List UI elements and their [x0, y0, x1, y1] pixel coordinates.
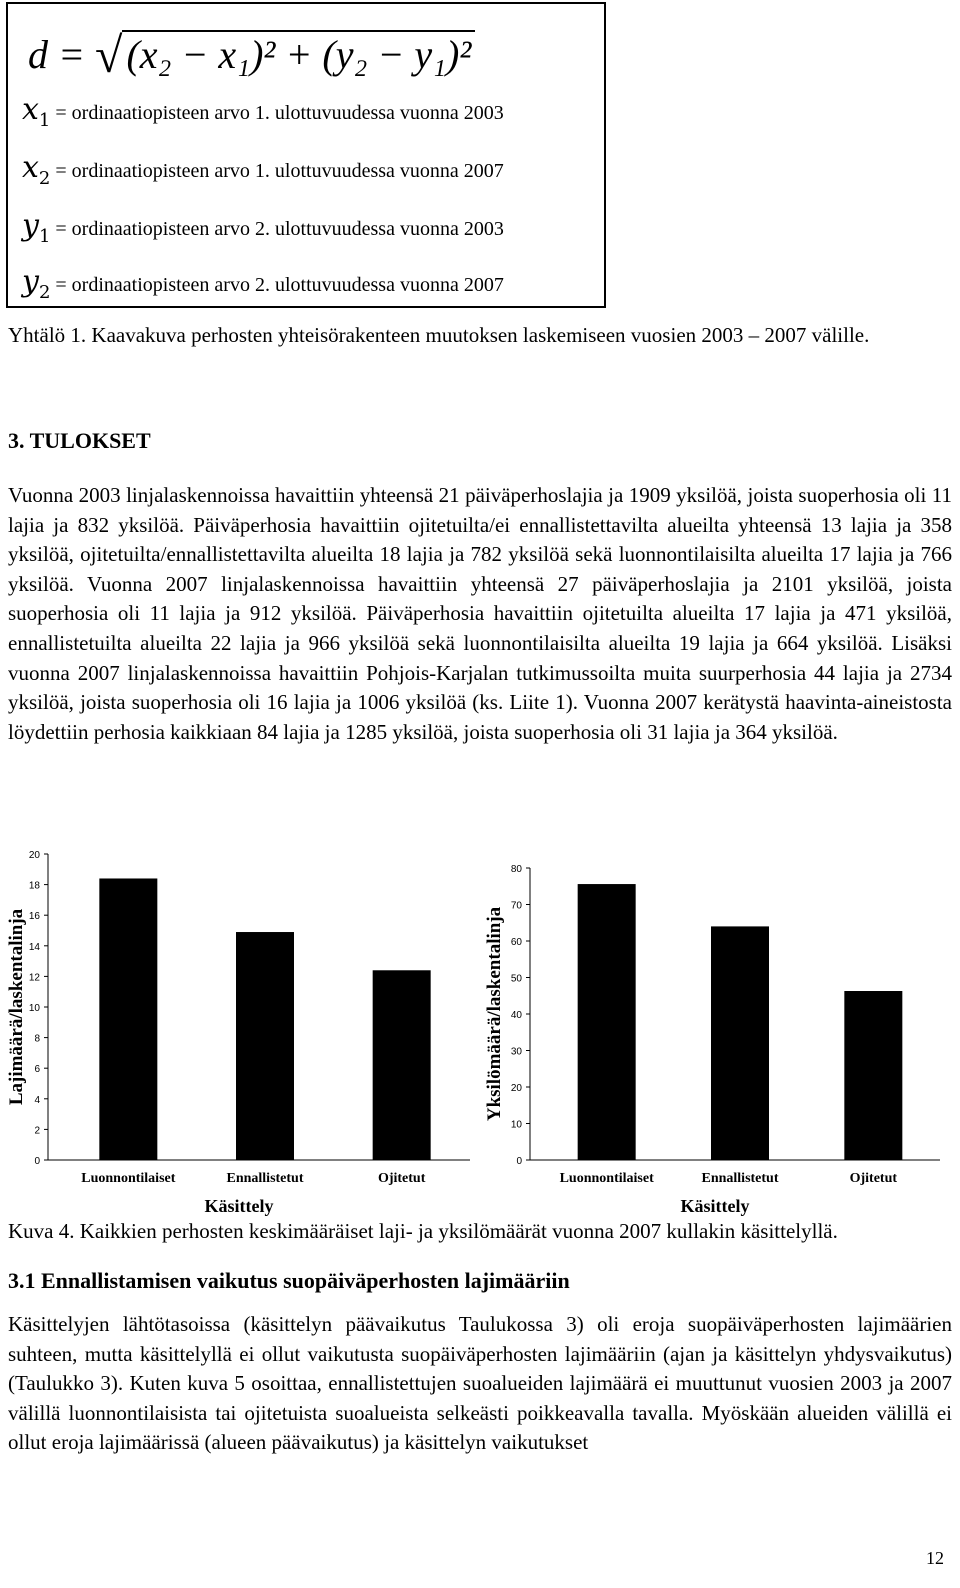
- formula-lhs: d =: [28, 32, 85, 77]
- x-tick-label: Ojitetut: [849, 1171, 898, 1186]
- y-tick-label: 10: [510, 1119, 522, 1131]
- definition-x2: $x_2$ = ordinaatiopisteen arvo 1. ulottuvuudessa vuonna 2007: [22, 150, 504, 189]
- y-tick-label: 70: [510, 900, 522, 912]
- page-number: 12: [926, 1548, 944, 1568]
- bar-ojitetut: [373, 970, 431, 1160]
- y-tick-label: 40: [510, 1010, 522, 1021]
- y-tick-label: 0: [34, 1156, 40, 1167]
- individual-count-chart: [484, 864, 940, 1216]
- distance-formula: [28, 26, 475, 84]
- x-tick-label: Luonnontilaiset: [81, 1171, 176, 1186]
- x-tick-label: Luonnontilaiset: [559, 1171, 654, 1186]
- definition-text: = ordinaatiopisteen arvo 2. ulottuvuudessa vuonna 2003: [55, 218, 504, 240]
- definition-text: = ordinaatiopisteen arvo 1. ulottuvuudessa vuonna 2003: [55, 102, 504, 124]
- y-tick-label: 20: [510, 1083, 522, 1094]
- x-tick-label: Ennallistetut: [701, 1171, 779, 1186]
- subsection-heading: 3.1 Ennallistamisen vaikutus suopäiväperhosten lajimääriin: [8, 1268, 570, 1293]
- y-tick-label: 8: [34, 1033, 40, 1045]
- bar-luonnontilaiset: [578, 884, 636, 1160]
- species-count-chart: [6, 850, 470, 1216]
- bar-charts-figure: [0, 840, 960, 1220]
- definition-text: = ordinaatiopisteen arvo 2. ulottuvuudessa vuonna 2007: [55, 274, 504, 296]
- y-tick-label: 0: [516, 1156, 522, 1167]
- y-tick-label: 18: [28, 880, 40, 892]
- y-tick-label: 50: [510, 973, 522, 985]
- definition-y1: $y_1$ = ordinaatiopisteen arvo 2. ulottuvuudessa vuonna 2003: [22, 208, 504, 247]
- formula-figure: [6, 2, 606, 308]
- y-tick-label: 12: [28, 972, 40, 984]
- definition-y2: $y_2$ = ordinaatiopisteen arvo 2. ulottuvuudessa vuonna 2007: [22, 264, 504, 303]
- equation-caption: Yhtälö 1. Kaavakuva perhosten yhteisörakenteen muutoksen laskemiseen vuosien 2003 – 2007 välille.: [8, 323, 870, 347]
- y-tick-label: 6: [34, 1064, 40, 1076]
- formula-expression: (x₂ − x₁)² + (y₂ − y₁)²: [122, 30, 475, 77]
- section-heading: 3. TULOKSET: [8, 428, 151, 453]
- subsection-paragraph: Käsittelyjen lähtötasoissa (käsittelyn päävaikutus Taulukossa 3) oli eroja suopäiväperhosten lajimäärien suhteen, mutta käsittelyllä ei ollut vaikutusta suopäiväperhosten lajimääriin (ajan ja käsittelyn yhdysvaikutus) (Taulukko 3). Kuten kuva 5 osoittaa, ennallistettujen suoalueiden lajimäärä ei muuttunut vuosien 2003 ja 2007 välillä luonnontilaisista tai ojitetuista suoalueista selkeästi poikkeavalla tavalla. Myöskään alueiden välillä ei ollut eroja lajimäärissä (alueen päävaikutus) ja käsittelyn vaikutukset: [8, 1312, 952, 1455]
- x-tick-label: Ennallistetut: [226, 1171, 304, 1186]
- x-axis-title: Käsittely: [204, 1196, 274, 1216]
- y-tick-label: 80: [510, 864, 522, 875]
- results-paragraph: Vuonna 2003 linjalaskennoissa havaittiin yhteensä 21 päiväperhoslajia ja 1909 yksilöä, joista suoperhosia oli 11 lajia ja 832 yksilöä. Päiväperhosia havaittiin ojitetuilta/ei ennallistettavilta alueilta yhteensä 13 lajia ja 358 yksilöä, ojitetuilta/ennallistettavilta alueilta 18 lajia ja 782 yksilöä sekä luonnontilaisilta alueilta 17 lajia ja 766 yksilöä. Vuonna 2007 linjalaskennoissa havaittiin yhteensä 27 päiväperhoslajia ja 2101 yksilöä, joista suoperhosia oli 11 lajia ja 912 yksilöä. Päiväperhosia havaittiin ojitetuilta alueilta 17 lajia ja 471 yksilöä, ennallistetuilta alueilta 22 lajia ja 966 yksilöä sekä luonnontilaisilta alueilta 19 lajia ja 664 yksilöä. Lisäksi vuonna 2007 linjalaskennoissa havaittiin Pohjois-Karjalan tutkimussoilta muita suurperhosia 44 lajia ja 2734 yksilöä, joista suoperhosia oli 16 lajia ja 1006 yksilöä (ks. Liite 1). Vuonna 2007 kerätystä haavinta-aineistosta löydettiin perhosia kaikkiaan 84 lajia ja 1285 yksilöä, joista suoperhosia oli 31 lajia ja 364 yksilöä.: [8, 483, 952, 744]
- y-tick-label: 2: [34, 1125, 40, 1137]
- y-axis-title: Yksilömäärä/laskentalinja: [484, 906, 505, 1122]
- definition-text: = ordinaatiopisteen arvo 1. ulottuvuudessa vuonna 2007: [55, 160, 504, 182]
- y-tick-label: 4: [34, 1094, 40, 1106]
- bar-luonnontilaiset: [99, 878, 157, 1160]
- y-tick-label: 60: [510, 937, 522, 948]
- definition-x1: $x_1$ = ordinaatiopisteen arvo 1. ulottuvuudessa vuonna 2003: [22, 92, 504, 131]
- sqrt-symbol: √: [95, 27, 123, 83]
- figure-caption: Kuva 4. Kaikkien perhosten keskimääräiset laji- ja yksilömäärät vuonna 2007 kullakin käsittelyllä.: [8, 1219, 838, 1243]
- y-tick-label: 20: [28, 850, 40, 861]
- x-axis-title: Käsittely: [680, 1196, 750, 1216]
- y-axis-title: Lajimäärä/laskentalinja: [6, 908, 27, 1106]
- y-tick-label: 16: [28, 911, 40, 923]
- y-tick-label: 14: [28, 941, 40, 953]
- y-tick-label: 30: [510, 1046, 522, 1058]
- x-tick-label: Ojitetut: [377, 1171, 426, 1186]
- bar-ennallistetut: [711, 926, 769, 1160]
- y-tick-label: 10: [28, 1003, 40, 1014]
- bar-ojitetut: [844, 991, 902, 1160]
- bar-ennallistetut: [236, 932, 294, 1160]
